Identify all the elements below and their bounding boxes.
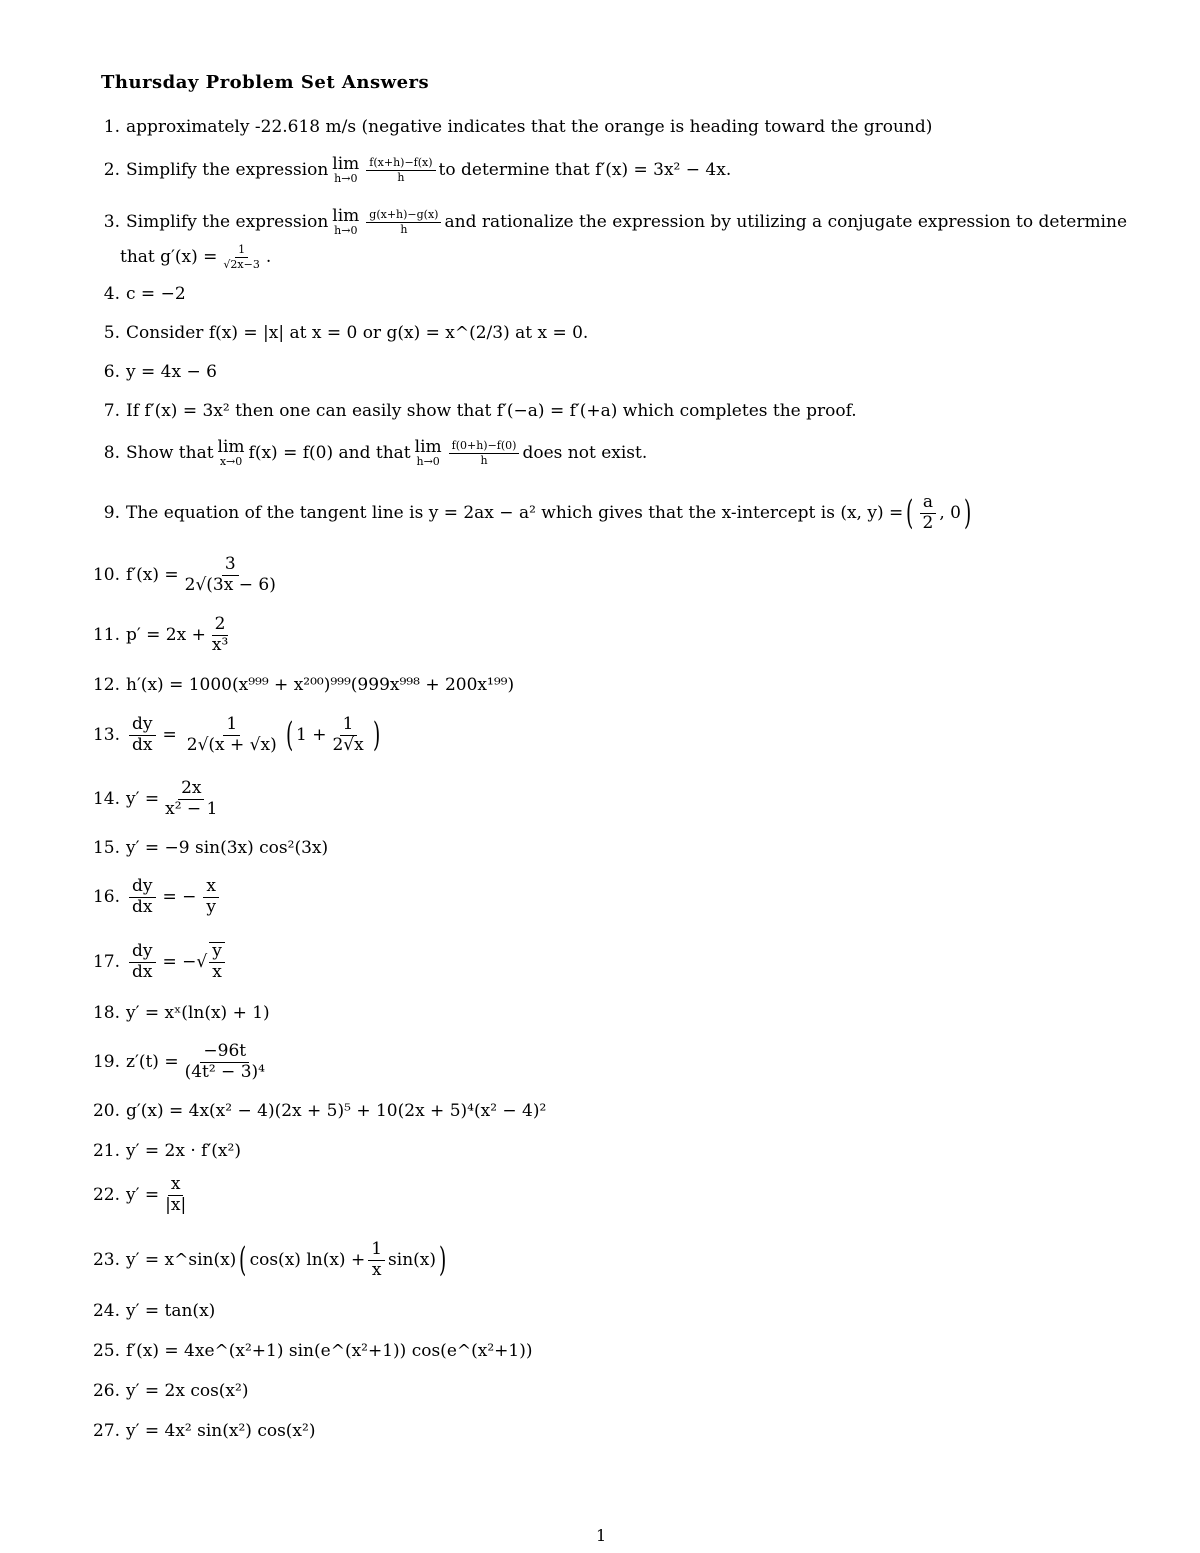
answer-text: z′(t) = xyxy=(126,1052,179,1072)
numerator: g(x+h)−g(x) xyxy=(366,209,441,223)
answer-text: f′(x) = 4xe^(x²+1) sin(e^(x²+1)) cos(e^(x²+1)) xyxy=(126,1341,533,1361)
fraction xyxy=(209,613,231,655)
fraction xyxy=(366,157,435,183)
denominator: (4t² − 3)⁴ xyxy=(184,1061,265,1082)
fraction xyxy=(209,942,225,982)
answer-number: 4. xyxy=(103,284,120,304)
answer-9: 9. The equation of the tangent line is y = 2ax − a² which gives that the x-intercept is (x, y) = ( $\frac{a}{2}$ , 0 ) xyxy=(86,500,974,526)
answer-text: y′ = x^sin(x) xyxy=(126,1250,237,1270)
answer-text: The equation of the tangent line is y = 2ax − a² which gives that the x-intercept is (x, y) = xyxy=(126,503,904,523)
answer-number: 5. xyxy=(103,323,120,343)
equals-sign: = xyxy=(162,725,177,745)
denominator: √2x−3 xyxy=(223,257,260,271)
numerator: dy xyxy=(129,716,156,736)
answer-number: 7. xyxy=(103,401,120,421)
fraction xyxy=(203,875,219,917)
denominator: x xyxy=(371,1259,382,1280)
answer-number: 3. xyxy=(103,212,120,232)
answer-number: 11. xyxy=(92,625,120,645)
answer-15 xyxy=(86,835,328,861)
denominator: dx xyxy=(132,896,153,917)
answer-number: 15. xyxy=(92,838,120,858)
numerator: f(x+h)−f(x) xyxy=(366,157,435,171)
answer-text: Simplify the expression xyxy=(126,212,329,232)
answer-1 xyxy=(86,114,932,140)
fraction xyxy=(449,440,520,466)
denominator: dx xyxy=(132,734,153,755)
answer-text: p′ = 2x + xyxy=(126,625,206,645)
numerator: y xyxy=(209,943,225,963)
answer-number: 21. xyxy=(92,1141,120,1161)
fraction xyxy=(162,1173,189,1215)
answer-text: y = 4x − 6 xyxy=(126,362,217,382)
derivative-fraction xyxy=(129,940,156,982)
answer-text: that g′(x) = xyxy=(120,247,218,267)
denominator: x³ xyxy=(211,634,229,655)
answer-text: y′ = tan(x) xyxy=(126,1301,216,1321)
denominator: 2 xyxy=(922,512,934,533)
numerator: 2 xyxy=(212,616,229,636)
answer-20 xyxy=(86,1098,546,1124)
answer-number: 14. xyxy=(92,789,120,809)
answer-number: 17. xyxy=(92,952,120,972)
answer-text: y′ = −9 sin(3x) cos²(3x) xyxy=(126,838,329,858)
fraction xyxy=(366,209,441,235)
answer-22 xyxy=(86,1173,192,1215)
answer-number: 27. xyxy=(92,1421,120,1441)
answer-text: approximately -22.618 m/s (negative indicates that the orange is heading toward the ground) xyxy=(126,117,933,137)
answer-text: and rationalize the expression by utilizing a conjugate expression to determine xyxy=(444,212,1128,232)
fraction xyxy=(920,491,937,533)
denominator: |x| xyxy=(165,1194,187,1215)
answer-8: 8. Show that lim x→0 f(x) = f(0) and that lim h→0 $\frac{f(0+h)-f(0)}{h}$ does not exist. xyxy=(86,440,647,466)
answer-25 xyxy=(86,1338,532,1364)
derivative-fraction xyxy=(129,713,156,755)
answer-number: 26. xyxy=(92,1381,120,1401)
answer-3-line-2 xyxy=(120,244,271,270)
answer-text: f(x) = f(0) and that xyxy=(248,443,411,463)
answer-text: 1 + xyxy=(296,725,327,745)
answer-text: y′ = xyxy=(126,789,160,809)
answer-text: g′(x) = 4x(x² − 4)(2x + 5)⁵ + 10(2x + 5)⁴(x² − 4)² xyxy=(126,1101,547,1121)
answer-12 xyxy=(86,672,514,698)
answer-number: 1. xyxy=(103,117,120,137)
answer-text: . xyxy=(265,247,272,267)
denominator: x xyxy=(212,962,222,982)
answer-number: 13. xyxy=(92,725,120,745)
answer-text: sin(x) xyxy=(388,1250,436,1270)
answer-text: y′ = 2x · f′(x²) xyxy=(126,1141,241,1161)
answer-7 xyxy=(86,398,857,424)
answer-6 xyxy=(86,359,217,385)
denominator: 2√(x + √x) xyxy=(186,734,277,755)
answer-number: 22. xyxy=(92,1185,120,1205)
denominator: x² − 1 xyxy=(165,798,218,819)
numerator: 1 xyxy=(235,244,248,258)
fraction xyxy=(368,1238,385,1280)
answer-13: 13. $\frac{dy}{dx}$ = $\frac{1}{2√(x + √x)}$ ( 1 + $\frac{1}{2√x}$ ) xyxy=(86,722,383,748)
fraction xyxy=(182,553,279,595)
answer-5 xyxy=(86,320,588,346)
fraction xyxy=(184,713,280,755)
denominator: 2√x xyxy=(332,734,364,755)
answer-16 xyxy=(86,875,222,917)
answer-number: 16. xyxy=(92,887,120,907)
denominator: h xyxy=(400,222,408,236)
numerator: x xyxy=(203,878,219,898)
numerator: 1 xyxy=(340,716,357,736)
answer-text: Consider f(x) = |x| at x = 0 or g(x) = x^(2/3) at x = 0. xyxy=(126,323,589,343)
answer-10 xyxy=(86,553,282,595)
answer-text: If f′(x) = 3x² then one can easily show that f′(−a) = f′(+a) which completes the proof. xyxy=(126,401,857,421)
answer-number: 2. xyxy=(103,160,120,180)
limit-subscript: h→0 xyxy=(334,172,358,185)
answer-21 xyxy=(86,1138,241,1164)
answer-text: h′(x) = 1000(x⁹⁹⁹ + x²⁰⁰)⁹⁹⁹(999x⁹⁹⁸ + 200x¹⁹⁹) xyxy=(126,675,515,695)
denominator: 2√(3x − 6) xyxy=(184,574,276,595)
fraction xyxy=(182,1040,268,1082)
derivative-fraction xyxy=(129,875,156,917)
answer-19 xyxy=(86,1040,271,1082)
answer-number: 8. xyxy=(103,443,120,463)
numerator: 1 xyxy=(368,1241,385,1261)
answer-text: y′ = xyxy=(126,1185,160,1205)
numerator: a xyxy=(920,494,936,514)
denominator: h xyxy=(480,453,488,467)
denominator: y xyxy=(206,896,217,917)
answer-text: y′ = 2x cos(x²) xyxy=(126,1381,249,1401)
numerator: 2x xyxy=(178,780,204,800)
numerator: dy xyxy=(129,943,156,963)
fraction xyxy=(220,244,262,270)
answer-number: 24. xyxy=(92,1301,120,1321)
answer-11 xyxy=(86,613,234,655)
equals-sign: = −√ xyxy=(162,952,208,972)
fraction xyxy=(329,713,366,755)
denominator: h xyxy=(397,170,405,184)
answer-2: 2. Simplify the expression lim h→0 $\frac{f(x+h)-f(x)}{h}$ to determine that f′(x) = 3x² − 4x. xyxy=(86,157,731,183)
answer-number: 18. xyxy=(92,1003,120,1023)
answer-number: 9. xyxy=(103,503,120,523)
numerator: x xyxy=(168,1176,184,1196)
answer-text: Simplify the expression xyxy=(126,160,329,180)
answer-number: 20. xyxy=(92,1101,120,1121)
answer-text: , 0 xyxy=(939,503,961,523)
limit-subscript: h→0 xyxy=(416,455,440,468)
numerator: dy xyxy=(129,878,156,898)
answer-text: y′ = 4x² sin(x²) cos(x²) xyxy=(126,1421,316,1441)
answer-24 xyxy=(86,1298,215,1324)
numerator: 1 xyxy=(223,716,240,736)
answer-text: to determine that f′(x) = 3x² − 4x. xyxy=(438,160,732,180)
answer-text: y′ = xˣ(ln(x) + 1) xyxy=(126,1003,270,1023)
answer-14 xyxy=(86,777,223,819)
numerator: f(0+h)−f(0) xyxy=(449,440,520,454)
denominator: dx xyxy=(132,961,153,982)
answer-4 xyxy=(86,281,186,307)
page-title: Thursday Problem Set Answers xyxy=(101,72,430,93)
equals-sign: = − xyxy=(162,887,197,907)
answer-text: Show that xyxy=(126,443,214,463)
numerator: −96t xyxy=(200,1043,249,1063)
answer-3: 3. Simplify the expression lim h→0 $\frac{g(x+h)-g(x)}{h}$ and rationalize the expression by utilizing a conjugate expression to determine xyxy=(86,209,1127,235)
answer-number: 10. xyxy=(92,565,120,585)
page-number: 1 xyxy=(596,1526,607,1545)
answer-number: 23. xyxy=(92,1250,120,1270)
answer-number: 25. xyxy=(92,1341,120,1361)
answer-26 xyxy=(86,1378,248,1404)
limit-subscript: h→0 xyxy=(334,224,358,237)
answer-number: 19. xyxy=(92,1052,120,1072)
numerator: 3 xyxy=(222,556,239,576)
answer-27 xyxy=(86,1418,315,1444)
answer-text: c = −2 xyxy=(126,284,186,304)
answer-text: does not exist. xyxy=(522,443,648,463)
answer-17 xyxy=(86,940,228,982)
fraction xyxy=(162,777,220,819)
answer-18 xyxy=(86,1000,270,1026)
answer-23: 23. y′ = x^sin(x) ( cos(x) ln(x) + $\frac{1}{x}$ sin(x) ) xyxy=(86,1247,449,1273)
answer-number: 12. xyxy=(92,675,120,695)
answer-text: cos(x) ln(x) + xyxy=(249,1250,366,1270)
answer-text: f′(x) = xyxy=(126,565,179,585)
limit-subscript: x→0 xyxy=(219,455,243,468)
answer-number: 6. xyxy=(103,362,120,382)
